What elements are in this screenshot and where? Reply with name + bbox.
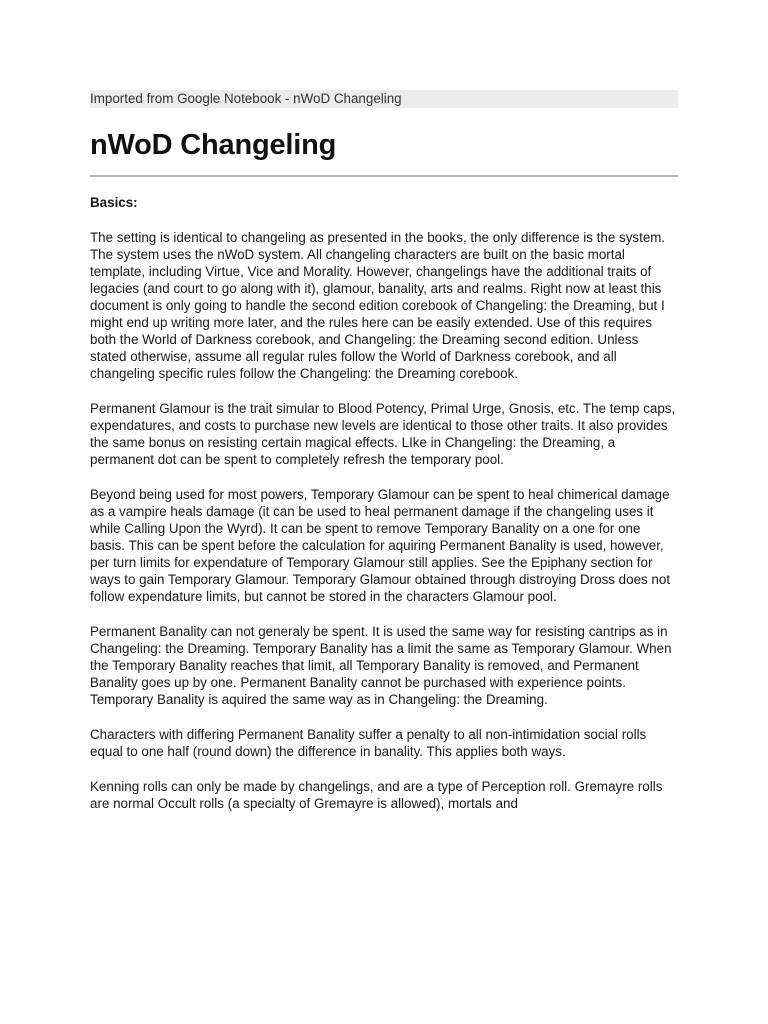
source-line: Imported from Google Notebook - nWoD Changeling [90, 90, 678, 108]
paragraph: The setting is identical to changeling as presented in the books, the only difference is the system. The system uses the nWoD system. All changeling characters are built on the basic mortal template, including Virtue, Vice and Morality. However, changelings have the additional traits of legacies (and court to go along with it), glamour, banality, arts and realms. Right now at least this document is only going to handle the second edition corebook of Changeling: the Dreaming, but I might end up writing more later, and the rules here can be easily extended. Use of this requires both the World of Darkness corebook, and Changeling: the Dreaming second edition. Unless stated otherwise, assume all regular rules follow the World of Darkness corebook, and all changeling specific rules follow the Changeling: the Dreaming corebook. [90, 230, 666, 381]
paragraph: Permanent Banality can not generaly be spent. It is used the same way for resisting cantrips as in Changeling: the Dreaming. Temporary Banality has a limit the same as Temporary Glamour. When the Temporary Banality reaches that limit, all Temporary Banality is removed, and Permanent Banality goes up by one. Permanent Banality cannot be purchased with experience points. Temporary Banality is aquired the same way as in Changeling: the Dreaming. [90, 624, 672, 707]
paragraph: Characters with differing Permanent Banality suffer a penalty to all non-intimidation social rolls equal to one half (round down) the difference in banality. This applies both ways. [90, 727, 647, 759]
page-title: nWoD Changeling [90, 129, 337, 161]
paragraph: Beyond being used for most powers, Temporary Glamour can be spent to heal chimerical damage as a vampire heals damage (it can be used to heal permanent damage if the changeling uses it while Calling Upon the Wyrd). It can be spent to remove Temporary Banality on a one for one basis. This can be spent before the calculation for aquiring Permanent Banality is used, however, per turn limits for expendature of Temporary Glamour still applies. See the Epiphany section for ways to gain Temporary Glamour. Temporary Glamour obtained through distroying Dross does not follow expendature limits, but cannot be stored in the characters Glamour pool. [90, 487, 671, 604]
document-page [90, 90, 678, 812]
paragraph: Permanent Glamour is the trait simular to Blood Potency, Primal Urge, Gnosis, etc. The temp caps, expendatures, and costs to purchase new levels are identical to those other traits. It also provides the same bonus on resisting certain magical effects. LIke in Changeling: the Dreaming, a permanent dot can be spent to completely refresh the temporary pool. [90, 401, 676, 467]
paragraph: Kenning rolls can only be made by changelings, and are a type of Perception roll. Gremayre rolls are normal Occult rolls (a specialty of Gremayre is allowed), mortals and [90, 779, 663, 811]
section-heading-basics: Basics: [90, 195, 138, 210]
title-divider [90, 175, 678, 177]
